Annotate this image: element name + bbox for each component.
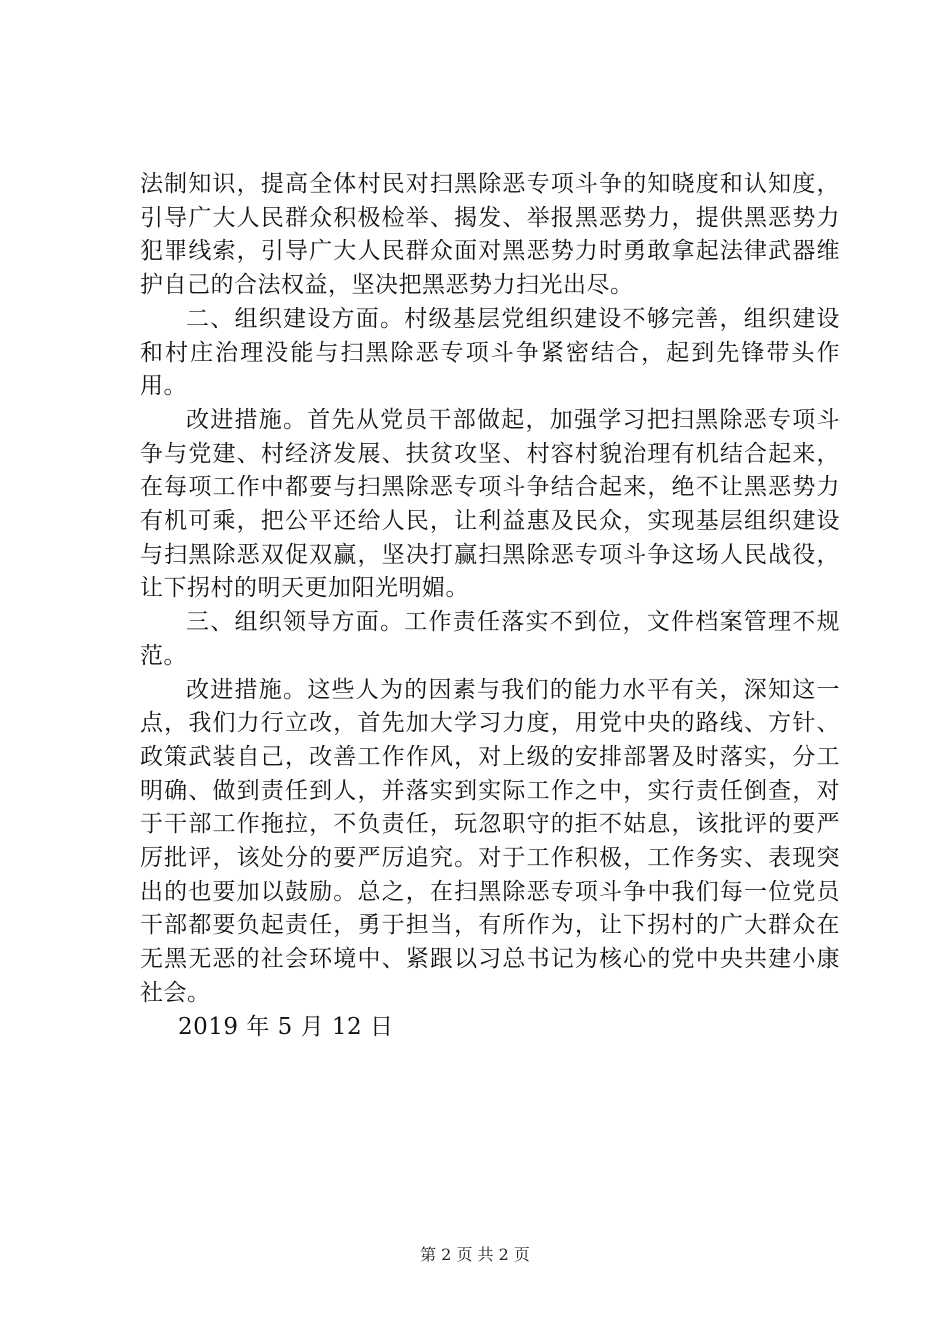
paragraph-continuation: 法制知识，提高全体村民对扫黑除恶专项斗争的知晓度和认知度，引导广大人民群众积极检举、揭发、举报黑恶势力，提供黑恶势力犯罪线索，引导广大人民群众面对黑恶势力时勇敢拿起法律武器维护自己的合法权益，坚决把黑恶势力扫光出尽。 — [140, 171, 840, 299]
paragraph-section-three: 三、组织领导方面。工作责任落实不到位，文件档案管理不规范。 — [140, 609, 840, 669]
page-number-footer: 第 2 页 共 2 页 — [420, 1245, 530, 1264]
paragraph-measures-one: 改进措施。首先从党员干部做起，加强学习把扫黑除恶专项斗争与党建、村经济发展、扶贫攻坚、村容村貌治理有机结合起来，在每项工作中都要与扫黑除恶专项斗争结合起来，绝不让黑恶势力有机可乘，把公平还给人民，让利益惠及民众，实现基层组织建设与扫黑除恶双促双赢，坚决打赢扫黑除恶专项斗争这场人民战役，让下拐村的明天更加阳光明媚。 — [140, 406, 840, 602]
document-date: 2019 年 5 月 12 日 — [178, 1013, 394, 1040]
paragraph-measures-two: 改进措施。这些人为的因素与我们的能力水平有关，深知这一点，我们力行立改，首先加大学习力度，用党中央的路线、方针、政策武装自己，改善工作作风，对上级的安排部署及时落实，分工明确、做到责任到人，并落实到实际工作之中，实行责任倒查，对于干部工作拖拉，不负责任，玩忽职守的拒不姑息，该批评的要严厉批评，该处分的要严厉追究。对于工作积极，工作务实、表现突出的也要加以鼓励。总之，在扫黑除恶专项斗争中我们每一位党员干部都要负起责任，勇于担当，有所作为，让下拐村的广大群众在无黑无恶的社会环境中、紧跟以习总书记为核心的党中央共建小康社会。 — [140, 676, 840, 1006]
document-body — [140, 168, 840, 1044]
paragraph-section-two: 二、组织建设方面。村级基层党组织建设不够完善，组织建设和村庄治理没能与扫黑除恶专项斗争紧密结合，起到先锋带头作用。 — [140, 305, 840, 400]
